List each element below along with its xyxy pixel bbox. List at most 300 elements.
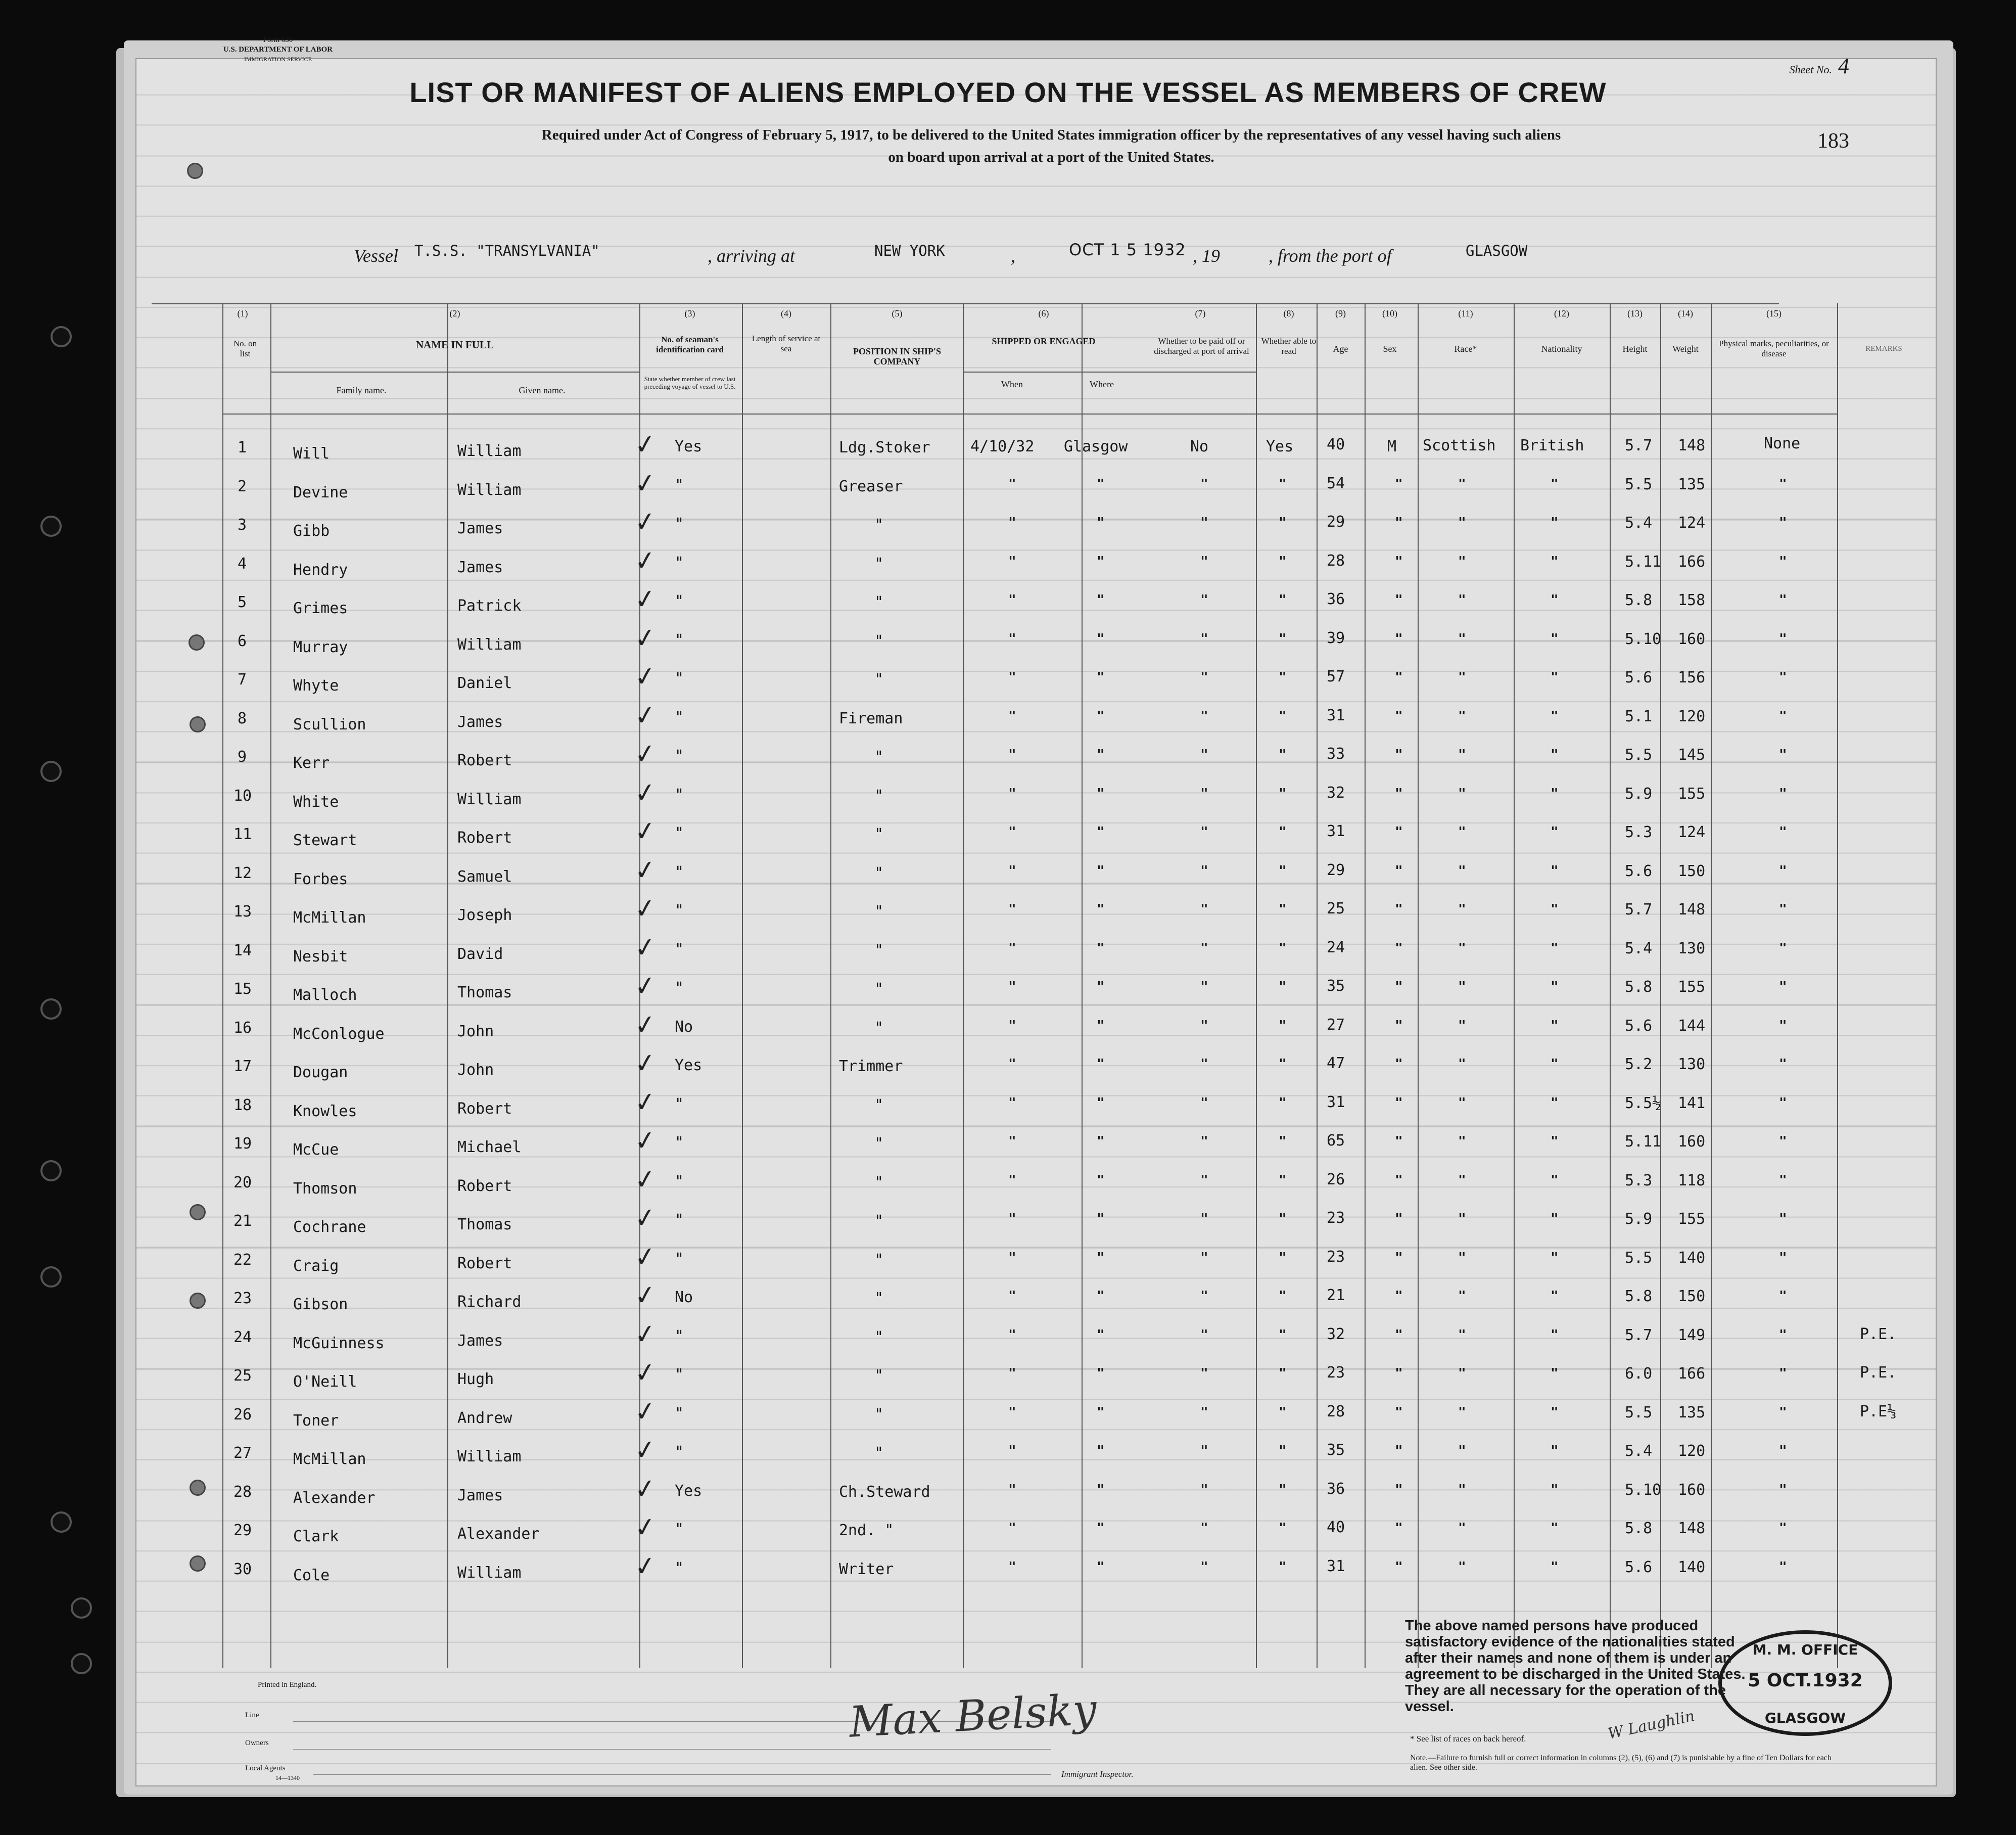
- age: 24: [1327, 939, 1345, 956]
- col-num: (11): [1458, 308, 1473, 318]
- checkmark-icon: ✓: [632, 1202, 659, 1235]
- weight: 155: [1678, 785, 1706, 803]
- given-name: Hugh: [457, 1370, 494, 1388]
- family-name: Murray: [293, 638, 348, 656]
- col-age: Age: [1333, 344, 1348, 354]
- shipped-where: ": [1097, 1211, 1105, 1226]
- row-number: 19: [233, 1135, 252, 1153]
- sex: ": [1395, 863, 1403, 879]
- table-column-rule: [1514, 303, 1515, 1668]
- physical-marks: ": [1779, 1134, 1787, 1149]
- sex: ": [1395, 1521, 1403, 1536]
- height: 5.5: [1625, 1404, 1653, 1421]
- physical-marks: ": [1779, 1173, 1787, 1188]
- age: 33: [1327, 745, 1345, 763]
- punch-hole: [190, 1293, 206, 1309]
- height: 5.8: [1625, 978, 1653, 996]
- given-name: William: [457, 1564, 522, 1582]
- paid-off: ": [1200, 554, 1208, 569]
- shipped-where: ": [1097, 631, 1105, 647]
- weight: 141: [1678, 1094, 1706, 1112]
- age: 31: [1327, 822, 1345, 840]
- family-name: McMillan: [293, 909, 366, 927]
- shipped-when: ": [1008, 515, 1016, 530]
- sex: ": [1395, 1250, 1403, 1265]
- sex: ": [1395, 631, 1403, 647]
- physical-marks: ": [1779, 670, 1787, 685]
- col-where: Where: [1090, 379, 1114, 389]
- shipped-when: ": [1008, 1250, 1016, 1265]
- shipped-when: ": [1008, 592, 1016, 608]
- col-num: (2): [449, 308, 460, 318]
- sex: ": [1395, 477, 1403, 492]
- weight: 124: [1678, 823, 1706, 841]
- checkmark-icon: ✓: [632, 1241, 659, 1274]
- height: 5.11: [1625, 1133, 1662, 1151]
- physical-marks: ": [1779, 747, 1787, 762]
- paid-off: ": [1200, 863, 1208, 879]
- height: 5.6: [1625, 1017, 1653, 1035]
- table-row-rule: [152, 303, 1779, 304]
- family-name: Craig: [293, 1257, 339, 1275]
- nationality: ": [1551, 477, 1559, 492]
- table-column-rule: [447, 303, 448, 1668]
- weight: 166: [1678, 1365, 1706, 1383]
- physical-marks: ": [1779, 786, 1787, 801]
- checkmark-icon: ✓: [632, 506, 659, 539]
- service: IMMIGRATION SERVICE: [244, 56, 312, 63]
- paid-off: ": [1200, 592, 1208, 608]
- age: 29: [1327, 513, 1345, 531]
- height: 5.7: [1625, 1326, 1653, 1344]
- sex: ": [1395, 902, 1403, 917]
- race: ": [1458, 1134, 1466, 1149]
- checkmark-icon: ✓: [632, 815, 659, 848]
- height: 6.0: [1625, 1365, 1653, 1383]
- position: ": [874, 516, 884, 534]
- owners-label: Owners: [245, 1739, 269, 1747]
- given-name: Alexander: [457, 1525, 540, 1543]
- sex: ": [1395, 1327, 1403, 1343]
- given-name: James: [457, 559, 503, 576]
- shipped-where: ": [1097, 863, 1105, 879]
- age: 23: [1327, 1248, 1345, 1266]
- physical-marks: ": [1779, 979, 1787, 994]
- height: 5.2: [1625, 1056, 1653, 1073]
- given-name: James: [457, 713, 503, 731]
- shipped-where: ": [1097, 709, 1105, 724]
- sex: ": [1395, 1482, 1403, 1497]
- paid-off: ": [1200, 1482, 1208, 1497]
- position: ": [874, 748, 884, 766]
- shipped-where: ": [1097, 1482, 1105, 1497]
- physical-marks: None: [1764, 435, 1801, 452]
- height: 5.5: [1625, 476, 1653, 493]
- shipped-when: ": [1008, 863, 1016, 879]
- certification-text: The above named persons have produced satisfactory evidence of the nationalities stated after their names and none of them is under an agreement to be discharged in the United States. They are all necessary for the operation of the vessel.: [1405, 1618, 1746, 1715]
- nationality: ": [1551, 1405, 1559, 1420]
- position: ": [874, 555, 884, 573]
- row-number: 25: [233, 1367, 252, 1385]
- race: ": [1458, 1250, 1466, 1265]
- checkmark-icon: ✓: [632, 931, 659, 965]
- form-number: Form 630: [263, 36, 293, 44]
- age: 65: [1327, 1132, 1345, 1150]
- given-name: Michael: [457, 1138, 522, 1156]
- shipped-when: ": [1008, 1289, 1016, 1304]
- weight: 156: [1678, 669, 1706, 686]
- given-name: William: [457, 791, 522, 808]
- weight: 148: [1678, 437, 1706, 454]
- given-name: Robert: [457, 1100, 512, 1118]
- family-name: Forbes: [293, 870, 348, 888]
- sex: ": [1395, 824, 1403, 840]
- id-card-status: ": [675, 902, 684, 920]
- family-name: McConlogue: [293, 1025, 385, 1043]
- checkmark-icon: ✓: [632, 1163, 659, 1197]
- shipped-where: ": [1097, 1018, 1105, 1033]
- sex: ": [1395, 1405, 1403, 1420]
- able-to-read: ": [1279, 786, 1287, 801]
- position: ": [874, 632, 884, 650]
- given-name: Daniel: [457, 674, 512, 692]
- nationality: ": [1551, 979, 1559, 994]
- row-number: 20: [233, 1174, 252, 1191]
- id-card-status: ": [675, 554, 684, 572]
- shipped-when: ": [1008, 554, 1016, 569]
- weight: 150: [1678, 862, 1706, 880]
- checkmark-icon: ✓: [632, 622, 659, 655]
- col-physical-marks: Physical marks, peculiarities, or disease: [1719, 339, 1829, 358]
- physical-marks: ": [1779, 824, 1787, 840]
- age: 35: [1327, 977, 1345, 995]
- nationality: ": [1551, 1211, 1559, 1226]
- able-to-read: ": [1279, 477, 1287, 492]
- age: 31: [1327, 707, 1345, 724]
- weight: 145: [1678, 746, 1706, 764]
- shipped-when: ": [1008, 1366, 1016, 1381]
- col-id-card: No. of seaman's identification card: [656, 335, 724, 354]
- shipped-where: ": [1097, 1057, 1105, 1072]
- position: Ldg.Stoker: [839, 439, 930, 456]
- row-number: 21: [233, 1212, 252, 1230]
- sex: ": [1395, 979, 1403, 994]
- paid-off: ": [1200, 631, 1208, 647]
- able-to-read: ": [1279, 1482, 1287, 1497]
- shipped-when: ": [1008, 1134, 1016, 1149]
- col-num: (14): [1678, 308, 1693, 318]
- shipped-where: ": [1097, 670, 1105, 685]
- weight: 124: [1678, 514, 1706, 532]
- given-name: James: [457, 1332, 503, 1350]
- race: ": [1458, 1405, 1466, 1420]
- family-name: O'Neill: [293, 1373, 357, 1391]
- col-num: (8): [1283, 308, 1294, 318]
- given-name: Andrew: [457, 1409, 512, 1427]
- id-card-status: ": [675, 515, 684, 533]
- nationality: ": [1551, 1521, 1559, 1536]
- race: ": [1458, 824, 1466, 840]
- position: ": [874, 1290, 884, 1307]
- id-card-status: ": [675, 1443, 684, 1461]
- nationality: ": [1551, 1018, 1559, 1033]
- family-name: Grimes: [293, 600, 348, 617]
- checkmark-icon: ✓: [632, 854, 659, 887]
- table-column-rule: [1610, 303, 1611, 1668]
- height: 5.5: [1625, 1249, 1653, 1267]
- id-card-status: ": [675, 670, 684, 687]
- sex: ": [1395, 1559, 1403, 1575]
- binder-hole: [51, 326, 72, 347]
- checkmark-icon: ✓: [632, 1047, 659, 1080]
- shipped-where: ": [1097, 515, 1105, 530]
- table-column-rule: [1418, 303, 1419, 1668]
- col-num: (15): [1766, 308, 1781, 318]
- family-name: Hendry: [293, 561, 348, 579]
- family-name: Stewart: [293, 832, 357, 849]
- shipped-when: ": [1008, 1405, 1016, 1420]
- paid-off: ": [1200, 670, 1208, 685]
- table-row-rule: [270, 372, 639, 373]
- race: Scottish: [1423, 437, 1496, 454]
- checkmark-icon: ✓: [632, 660, 659, 694]
- able-to-read: ": [1279, 1521, 1287, 1536]
- table-column-rule: [1365, 303, 1366, 1668]
- paid-off: ": [1200, 1057, 1208, 1072]
- col-num: (13): [1627, 308, 1643, 318]
- row-number: 3: [238, 516, 247, 534]
- checkmark-icon: ✓: [632, 1124, 659, 1158]
- paid-off: ": [1200, 1366, 1208, 1381]
- row-number: 23: [233, 1290, 252, 1307]
- shipped-when: ": [1008, 979, 1016, 994]
- given-name: John: [457, 1023, 494, 1040]
- able-to-read: ": [1279, 1095, 1287, 1111]
- col-nationality: Nationality: [1541, 344, 1582, 354]
- id-card-status: No: [675, 1289, 693, 1306]
- age: 36: [1327, 1480, 1345, 1498]
- printed-note: Printed in England.: [258, 1681, 317, 1689]
- row-number: 28: [233, 1483, 252, 1501]
- weight: 155: [1678, 978, 1706, 996]
- position: ": [874, 1212, 884, 1230]
- position: ": [874, 825, 884, 843]
- col-num: (12): [1554, 308, 1569, 318]
- col-weight: Weight: [1672, 344, 1699, 354]
- position: ": [874, 1096, 884, 1114]
- physical-marks: ": [1779, 1405, 1787, 1420]
- col-when: When: [1001, 379, 1023, 389]
- checkmark-icon: ✓: [632, 1356, 659, 1390]
- col-position: POSITION IN SHIP'S COMPANY: [853, 346, 942, 366]
- nationality: ": [1551, 1250, 1559, 1265]
- shipped-when: ": [1008, 786, 1016, 801]
- race: ": [1458, 747, 1466, 762]
- col-num: (5): [892, 308, 903, 318]
- row-number: 15: [233, 980, 252, 998]
- weight: 160: [1678, 1133, 1706, 1151]
- col-paid-off: Whether to be paid off or discharged at port of arrival: [1154, 336, 1249, 356]
- weight: 160: [1678, 630, 1706, 648]
- vessel-name: T.S.S. "TRANSYLVANIA": [414, 242, 600, 259]
- office-stamp: M. M. OFFICE 5 OCT.1932 GLASGOW: [1718, 1630, 1892, 1736]
- able-to-read: ": [1279, 1134, 1287, 1149]
- race: ": [1458, 1327, 1466, 1343]
- nationality: ": [1551, 1289, 1559, 1304]
- age: 23: [1327, 1209, 1345, 1227]
- physical-marks: ": [1779, 1018, 1787, 1033]
- paid-off: ": [1200, 824, 1208, 840]
- position: ": [874, 1328, 884, 1346]
- nationality: ": [1551, 631, 1559, 647]
- age: 29: [1327, 861, 1345, 879]
- punch-hole: [189, 634, 205, 651]
- age: 27: [1327, 1016, 1345, 1034]
- shipped-where: ": [1097, 1443, 1105, 1458]
- shipped-when: ": [1008, 824, 1016, 840]
- physical-marks: ": [1779, 1327, 1787, 1343]
- table-row-rule: [963, 372, 1256, 373]
- height: 5.8: [1625, 1520, 1653, 1537]
- checkmark-icon: ✓: [632, 1434, 659, 1467]
- shipped-where: ": [1097, 592, 1105, 608]
- shipped-where: ": [1097, 786, 1105, 801]
- race: ": [1458, 1482, 1466, 1497]
- height: 5.10: [1625, 630, 1662, 648]
- col-given-name: Given name.: [519, 385, 566, 395]
- physical-marks: ": [1779, 1521, 1787, 1536]
- departure-port: GLASGOW: [1466, 242, 1528, 259]
- table-column-rule: [1837, 303, 1838, 1668]
- able-to-read: ": [1279, 1559, 1287, 1575]
- height: 5.8: [1625, 1288, 1653, 1305]
- checkmark-icon: ✓: [632, 428, 659, 462]
- nationality: ": [1551, 747, 1559, 762]
- race: ": [1458, 786, 1466, 801]
- position: ": [874, 1019, 884, 1037]
- row-number: 7: [238, 671, 247, 689]
- row-number: 12: [233, 864, 252, 882]
- weight: 135: [1678, 1404, 1706, 1421]
- id-card-status: ": [675, 1250, 684, 1268]
- height: 5.6: [1625, 862, 1653, 880]
- id-card-status: No: [675, 1018, 693, 1036]
- nationality: ": [1551, 670, 1559, 685]
- arrival-port: NEW YORK: [874, 242, 945, 259]
- able-to-read: ": [1279, 941, 1287, 956]
- agents-label: Local Agents: [245, 1764, 286, 1772]
- table-column-rule: [963, 303, 964, 1668]
- officer-signature: W Laughlin: [1606, 1707, 1697, 1743]
- shipped-where: ": [1097, 979, 1105, 994]
- able-to-read: ": [1279, 747, 1287, 762]
- position: ": [874, 1367, 884, 1385]
- row-number: 10: [233, 787, 252, 805]
- row-number: 29: [233, 1522, 252, 1539]
- shipped-where: ": [1097, 747, 1105, 762]
- age: 35: [1327, 1441, 1345, 1459]
- checkmark-icon: ✓: [632, 1008, 659, 1042]
- nationality: ": [1551, 1327, 1559, 1343]
- nationality: ": [1551, 1057, 1559, 1072]
- family-name: White: [293, 793, 339, 811]
- row-number: 17: [233, 1058, 252, 1075]
- shipped-where: ": [1097, 1134, 1105, 1149]
- agents-code: 14—1340: [275, 1774, 300, 1781]
- id-card-status: ": [675, 747, 684, 765]
- paid-off: ": [1200, 747, 1208, 762]
- race: ": [1458, 592, 1466, 608]
- race: ": [1458, 1443, 1466, 1458]
- binder-hole: [71, 1653, 92, 1674]
- checkmark-icon: ✓: [632, 583, 659, 616]
- family-name: Kerr: [293, 754, 330, 772]
- id-card-status: ": [675, 941, 684, 958]
- age: 31: [1327, 1093, 1345, 1111]
- able-to-read: ": [1279, 1366, 1287, 1381]
- document-number: 183: [1817, 129, 1849, 153]
- shipped-when: ": [1008, 1482, 1016, 1497]
- col-id-card-note: State whether member of crew last preceding voyage of vessel to U.S.: [644, 375, 736, 390]
- position: ": [874, 593, 884, 611]
- checkmark-icon: ✓: [632, 1279, 659, 1312]
- position: 2nd. ": [839, 1522, 894, 1539]
- able-to-read: ": [1279, 863, 1287, 879]
- checkmark-icon: ✓: [632, 699, 659, 732]
- given-name: Patrick: [457, 597, 522, 615]
- shipped-when: 4/10/32: [970, 438, 1035, 455]
- checkmark-icon: ✓: [632, 1395, 659, 1429]
- physical-marks: ": [1779, 1289, 1787, 1304]
- row-number: 9: [238, 748, 247, 766]
- sex: ": [1395, 1095, 1403, 1111]
- able-to-read: ": [1279, 824, 1287, 840]
- id-card-status: ": [675, 592, 684, 610]
- position: ": [874, 787, 884, 805]
- id-card-status: ": [675, 709, 684, 726]
- nationality: ": [1551, 1173, 1559, 1188]
- physical-marks: ": [1779, 1482, 1787, 1497]
- able-to-read: ": [1279, 631, 1287, 647]
- given-name: Robert: [457, 829, 512, 847]
- position: ": [874, 903, 884, 921]
- line-label: Line: [245, 1711, 259, 1719]
- checkmark-icon: ✓: [632, 1318, 659, 1351]
- shipped-where: ": [1097, 477, 1105, 492]
- position: Greaser: [839, 478, 903, 495]
- given-name: Samuel: [457, 868, 512, 886]
- table-column-rule: [1256, 303, 1257, 1668]
- age: 40: [1327, 436, 1345, 453]
- weight: 144: [1678, 1017, 1706, 1035]
- checkmark-icon: ✓: [632, 1550, 659, 1583]
- race: ": [1458, 670, 1466, 685]
- given-name: David: [457, 945, 503, 963]
- col-race: Race*: [1454, 344, 1477, 354]
- sex: ": [1395, 709, 1403, 724]
- shipped-where: ": [1097, 1559, 1105, 1575]
- col-no-on-list: No. on list: [233, 339, 257, 358]
- age: 39: [1327, 629, 1345, 647]
- shipped-when: ": [1008, 670, 1016, 685]
- checkmark-icon: ✓: [632, 544, 659, 578]
- weight: 120: [1678, 1442, 1706, 1460]
- position: Trimmer: [839, 1058, 903, 1075]
- nationality: ": [1551, 902, 1559, 917]
- binder-hole: [40, 998, 62, 1020]
- family-name: Gibson: [293, 1296, 348, 1313]
- height: 5.7: [1625, 901, 1653, 919]
